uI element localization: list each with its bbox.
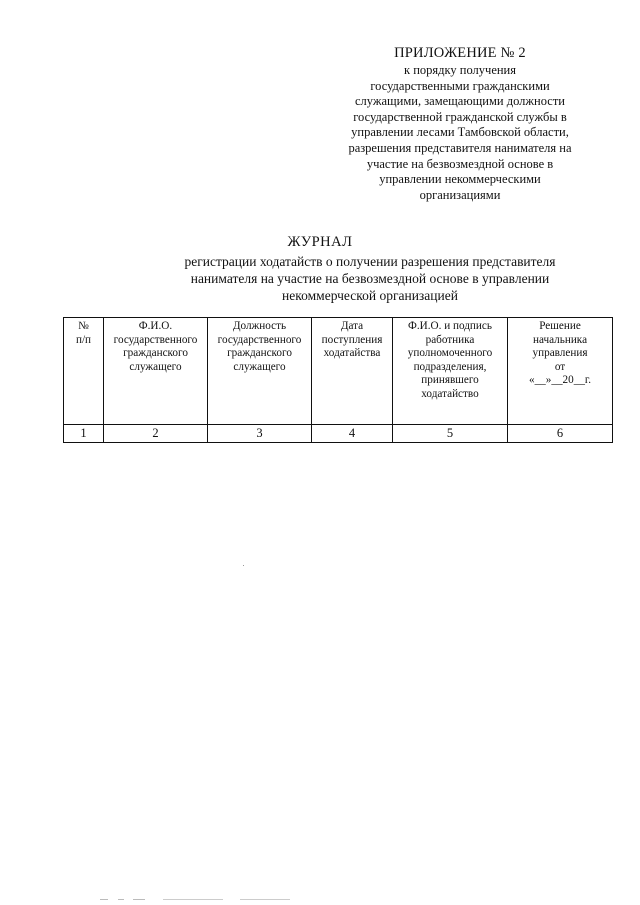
appendix-header [300,44,620,203]
column-number-cell: 2 [104,425,208,443]
scan-dash [240,899,290,900]
appendix-title: ПРИЛОЖЕНИЕ № 2 [394,45,526,61]
appendix-line: управлении лесами Тамбовской области, [351,125,569,140]
table-header-row [64,318,613,425]
column-number-cell: 3 [208,425,312,443]
journal-subtitle-line: некоммерческой организацией [282,288,458,303]
appendix-line: участие на безвозмездной основе в [366,156,554,171]
journal-subtitle-line: нанимателя на участие на безвозмездной основе в управлении [190,271,550,286]
appendix-line: разрешения представителя нанимателя на [348,140,572,155]
column-number-cell: 1 [64,425,104,443]
column-header-position: Должность государственного гражданского служащего [208,318,312,425]
appendix-line: государственными гражданскими [370,78,550,93]
appendix-line: управлении некоммерческими [379,172,541,187]
journal-table [63,317,613,443]
table-numbering-row [64,425,613,443]
scan-dash [133,899,145,900]
scan-dash [100,899,108,900]
journal-subtitle-line: регистрации ходатайств о получении разрешения представителя [184,254,556,269]
journal-subtitle [100,253,640,304]
appendix-line: к порядку получения [404,63,516,77]
column-header-date: Дата поступления ходатайства [312,318,393,425]
scan-dot [243,565,244,566]
column-number-cell: 4 [312,425,393,443]
column-number-cell: 5 [393,425,508,443]
appendix-line: организациями [419,187,501,202]
scan-dash [163,899,223,900]
journal-title: ЖУРНАЛ [287,234,353,250]
appendix-line: государственной гражданской службы в [353,109,567,124]
appendix-text [300,63,620,203]
column-header-name: Ф.И.О. государственного гражданского служащего [104,318,208,425]
appendix-line: служащими, замещающими должности [355,94,565,109]
scan-dash [118,899,124,900]
column-header-decision: Решение начальника управления от «__»__20__г. [508,318,613,425]
column-header-receiver: Ф.И.О. и подпись работника уполномоченного подразделения, принявшего ходатайство [393,318,508,425]
column-number-cell: 6 [508,425,613,443]
column-header-number: № п/п [64,318,104,425]
